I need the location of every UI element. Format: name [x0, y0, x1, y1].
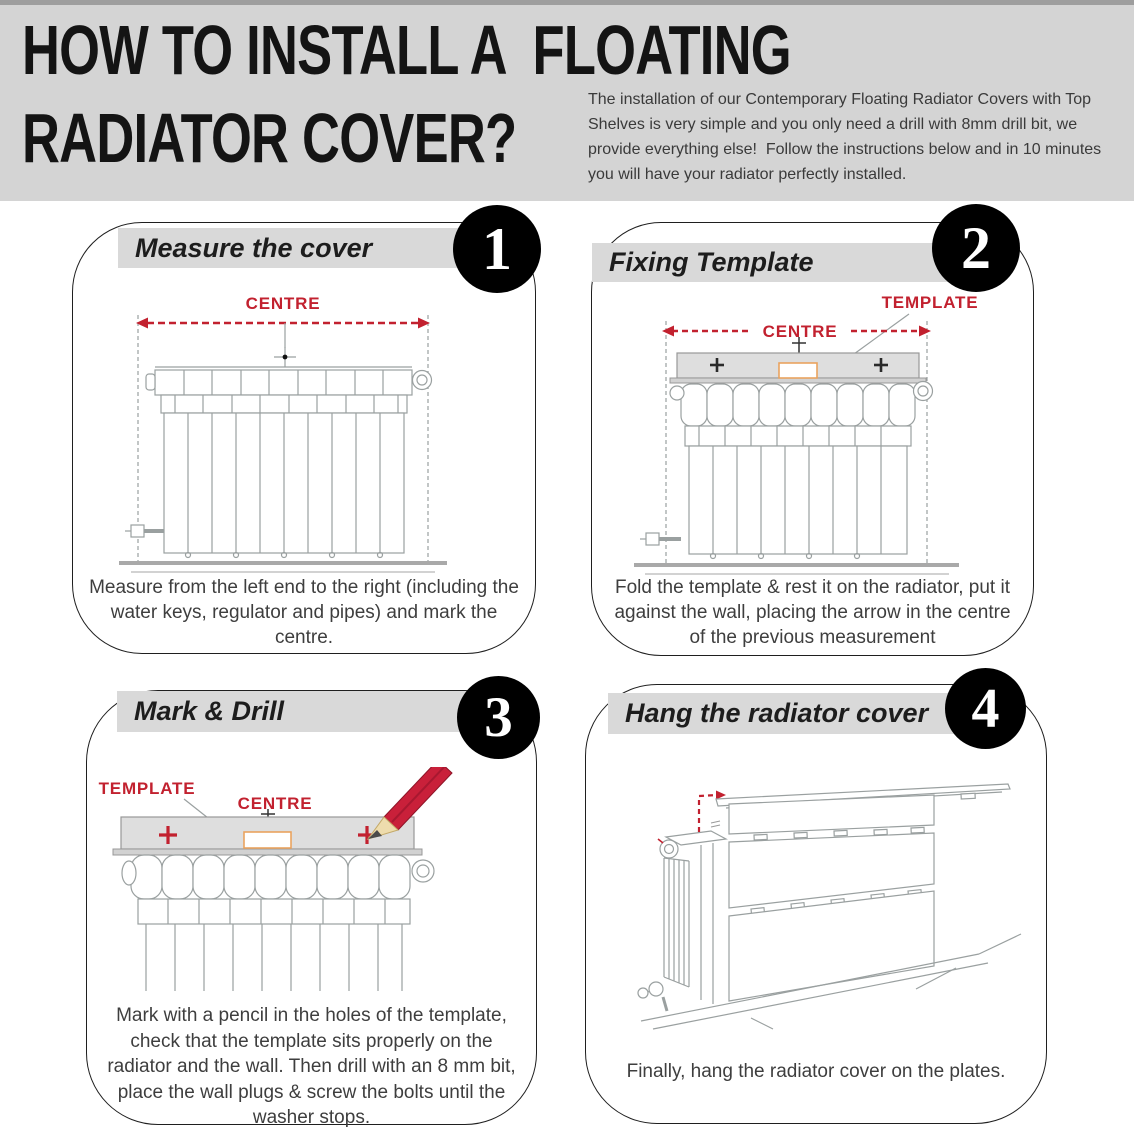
centre-label: CENTRE: [762, 322, 838, 341]
hang-direction-arrow: [699, 791, 726, 833]
step-4-title-bar: [608, 693, 965, 734]
header: [0, 0, 1134, 201]
step-panel-3: [86, 686, 537, 1128]
centre-label: CENTRE: [245, 294, 321, 313]
step-1-title: Measure the cover: [135, 232, 373, 263]
intro-paragraph: The installation of our Contemporary Floating Radiator Covers with Top Shelves is very simple and you only need a drill with 8mm drill bit, we provide everything else! Follow the instructions below and in 10 minutes you will have your radiator perfectly installed.: [588, 91, 1106, 183]
step-2-diagram: [599, 287, 1029, 579]
step-1-number: 1: [482, 215, 512, 282]
step-3-caption: Mark with a pencil in the holes of the template, check that the template sits properly on the radiator and the wall. Then drill with an 8 mm bit, place the wall plugs & screw the bolts until the washer stops.: [107, 1005, 516, 1128]
step-3-number: 3: [484, 686, 513, 749]
step-1-diagram: [91, 285, 521, 577]
centre-label: CENTRE: [237, 794, 313, 813]
step-4-title: Hang the radiator cover: [625, 698, 929, 728]
step-3-title-bar: [117, 691, 474, 732]
radiator-behind: [638, 831, 726, 1011]
step-3-title: Mark & Drill: [134, 696, 285, 726]
radiator-cover: [716, 784, 1010, 1001]
template-label: TEMPLATE: [881, 293, 979, 312]
step-2-title-bar: [592, 243, 953, 282]
step-1-caption: Measure from the left end to the right (including the water keys, regulator and pipes) and mark the centre.: [89, 577, 519, 648]
step-2-caption: Fold the template & rest it on the radiator, put it against the wall, placing the arrow in the centre of the previous measurement: [614, 577, 1011, 648]
step-4-number: 4: [971, 677, 1000, 740]
step-1-number-badge: [453, 205, 541, 293]
step-panel-1: [72, 215, 536, 654]
step-2-number-badge: [932, 204, 1020, 292]
step-4-number-badge: [945, 668, 1026, 749]
page-title-line1: HOW TO INSTALL A FLOATING: [22, 11, 791, 89]
step-4-diagram: [616, 757, 1028, 1057]
step-panel-2: [591, 214, 1034, 656]
step-4-caption: Finally, hang the radiator cover on the plates.: [626, 1061, 1006, 1082]
step-1-title-bar: [118, 228, 473, 268]
step-3-diagram: [96, 767, 531, 999]
step-2-number: 2: [961, 214, 991, 281]
template-label: TEMPLATE: [98, 779, 196, 798]
step-panel-4: [585, 677, 1047, 1124]
step-3-number-badge: [457, 676, 540, 759]
step-2-title: Fixing Template: [609, 247, 814, 277]
page-title-line2: RADIATOR COVER?: [22, 99, 517, 177]
